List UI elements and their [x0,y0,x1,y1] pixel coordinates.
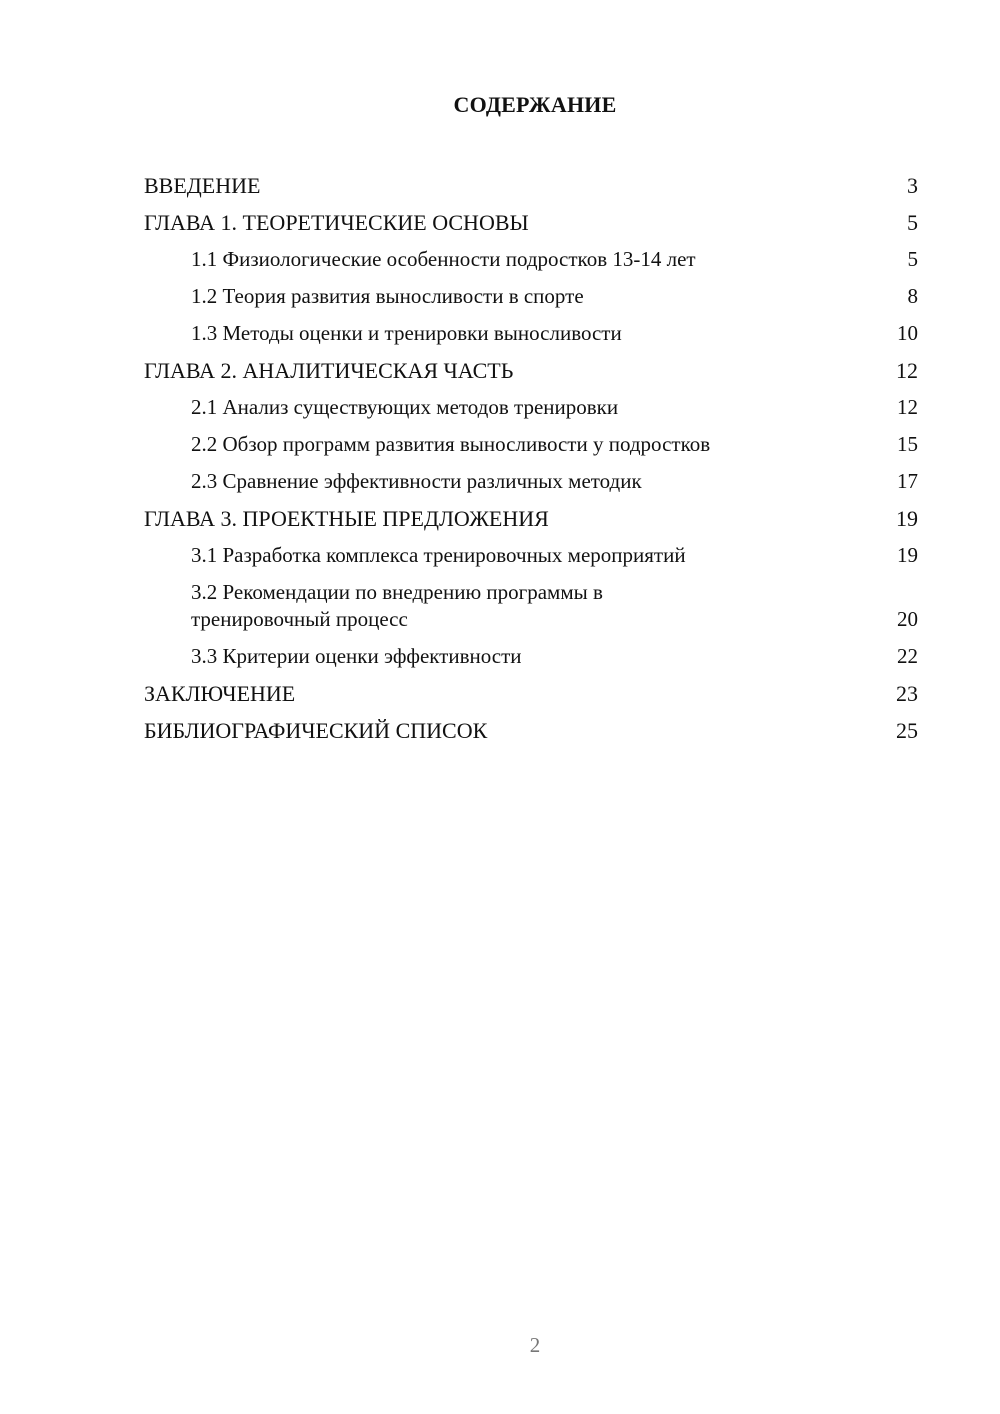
toc-entry-title: 2.1 Анализ существующих методов тренировки [191,395,619,419]
toc-entry-bibliography[interactable] [144,712,918,749]
toc-entry-page-number: 12 [896,358,918,383]
toc-entry-section-2-1[interactable] [144,389,918,426]
toc-entry-page-number: 17 [897,469,918,493]
toc-entry-title: 2.3 Сравнение эффективности различных методик [191,469,642,493]
toc-entry-chapter-2[interactable] [144,352,918,389]
toc-entry-section-2-2[interactable] [144,426,918,463]
toc-entry-section-1-1[interactable] [144,241,918,278]
toc-entry-page-number: 19 [896,506,918,531]
toc-entry-page-number: 25 [896,718,918,743]
toc-entry-title: ГЛАВА 3. ПРОЕКТНЫЕ ПРЕДЛОЖЕНИЯ [144,506,549,531]
toc-entry-page-number: 12 [897,395,918,419]
toc-entry-chapter-1[interactable] [144,204,918,241]
toc-entry-page-number: 5 [907,210,918,235]
toc-entry-page-number: 19 [897,543,918,567]
toc-entry-section-1-2[interactable] [144,278,918,315]
toc-entry-page-number: 22 [897,644,918,668]
toc-entry-title: ГЛАВА 1. ТЕОРЕТИЧЕСКИЕ ОСНОВЫ [144,210,529,235]
toc-entry-page-number: 23 [896,681,918,706]
toc-entry-title: 2.2 Обзор программ развития выносливости у подростков [191,432,711,456]
toc-entry-page-number: 15 [897,432,918,456]
toc-entry-page-number: 20 [897,607,918,631]
toc-entry-title: 1.3 Методы оценки и тренировки выносливости [191,321,622,345]
toc-entry-section-1-3[interactable] [144,315,918,352]
toc-entry-title: ЗАКЛЮЧЕНИЕ [144,681,296,706]
toc-entry-title: 1.2 Теория развития выносливости в спорте [191,284,584,308]
toc-entry-title: 1.1 Физиологические особенности подростков 13-14 лет [191,247,696,271]
table-of-contents [144,167,918,749]
toc-entry-title: БИБЛИОГРАФИЧЕСКИЙ СПИСОК [144,718,488,743]
toc-entry-section-2-3[interactable] [144,463,918,500]
toc-entry-conclusion[interactable] [144,675,918,712]
page-number: 2 [529,1333,541,1357]
toc-entry-section-3-3[interactable] [144,638,918,675]
toc-title: СОДЕРЖАНИЕ [453,92,617,117]
toc-entry-title: ВВЕДЕНИЕ [144,173,261,198]
toc-entry-chapter-3[interactable] [144,500,918,537]
toc-entry-introduction[interactable] [144,167,918,204]
toc-entry-title: ГЛАВА 2. АНАЛИТИЧЕСКАЯ ЧАСТЬ [144,358,514,383]
toc-entry-page-number: 10 [897,321,918,345]
toc-entry-page-number: 8 [907,284,918,308]
toc-entry-page-number: 5 [907,247,918,271]
toc-entry-page-number: 3 [907,173,918,198]
toc-entry-title: 3.1 Разработка комплекса тренировочных мероприятий [191,543,686,567]
toc-entry-title: 3.3 Критерии оценки эффективности [191,644,522,668]
toc-entry-title: 3.2 Рекомендации по внедрению программы в тренировочный процесс [191,580,603,631]
toc-entry-section-3-1[interactable] [144,537,918,574]
toc-entry-section-3-2[interactable] [144,574,918,638]
